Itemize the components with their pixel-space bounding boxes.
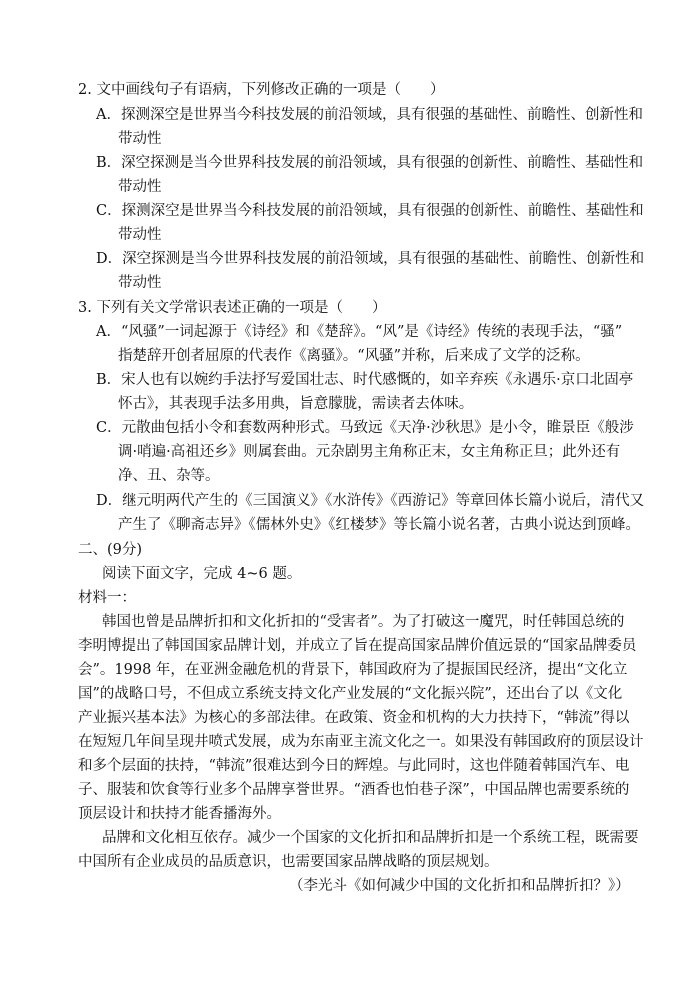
q3-option-c-cont1: 调·哨遍·高祖还乡》则属套曲。元杂剧男主角称正末，女主角称正旦；此外还有 xyxy=(118,444,621,460)
q3-option-b: B．宋人也有以婉约手法抒写爱国壮志、时代感慨的，如辛弃疾《永遇乐·京口北固亭 xyxy=(96,372,634,388)
section-instruction: 阅读下面文字，完成 4~6 题。 xyxy=(102,566,302,582)
q3-option-c-cont2: 净、丑、杂等。 xyxy=(118,468,220,484)
q2-option-a-cont: 带动性 xyxy=(118,131,162,147)
paragraph-line: 韩国也曾是品牌折扣和文化折扣的“受害者”。为了打破这一魔咒，时任韩国总统的 xyxy=(102,614,625,630)
paragraph-line: 中国所有企业成员的品质意识，也需要国家品牌战略的顶层规划。 xyxy=(78,854,499,870)
q3-option-d: D．继元明两代产生的《三国演义》《水浒传》《西游记》等章回体长篇小说后，清代又 xyxy=(96,493,645,509)
q3-option-d-cont: 产生了《聊斋志异》《儒林外史》《红楼梦》等长篇小说名著，古典小说达到顶峰。 xyxy=(118,517,640,533)
q2-option-c: C．探测深空是世界当今科技发展的前沿领域，具有很强的创新性、前瞻性、基础性和 xyxy=(96,203,644,219)
source-citation: （李光斗《如何减少中国的文化折扣和品牌折扣？》） xyxy=(289,878,630,894)
q2-option-d: D．深空探测是当今世界科技发展的前沿领域，具有很强的基础性、前瞻性、创新性和 xyxy=(96,251,645,267)
q2-option-b: B．深空探测是当今世界科技发展的前沿领域，具有很强的创新性、前瞻性、基础性和 xyxy=(96,155,644,171)
paragraph-line: 在短短几年间呈现井喷式发展，成为东南亚主流文化之一。如果没有韩国政府的顶层设计 xyxy=(78,734,644,750)
paragraph-line: 国”的战略口号，不但成立系统支持文化产业发展的“文化振兴院”，还出台了以《文化 xyxy=(78,686,623,702)
paragraph-line: 产业振兴基本法》为核心的多部法律。在政策、资金和机构的大力扶持下，“韩流”得以 xyxy=(78,710,630,726)
q3-option-b-cont: 怀古》，其表现手法多用典，旨意朦胧，需读者去体味。 xyxy=(118,396,474,412)
q2-option-a: A．探测深空是世界当今科技发展的前沿领域，具有很强的基础性、前瞻性、创新性和 xyxy=(96,107,643,123)
paragraph-line: 会”。1998 年，在亚洲金融危机的背景下，韩国政府为了提振国民经济，提出“文化立 xyxy=(78,662,628,678)
paragraph-line: 子、服装和饮食等行业多个品牌享誉世界。“酒香也怕巷子深”，中国品牌也需要系统的 xyxy=(78,782,630,798)
q3-option-a: A．“风骚”一词起源于《诗经》和《楚辞》。“风”是《诗经》传统的表现手法，“骚” xyxy=(96,324,623,340)
paragraph-line: 品牌和文化相互依存。减少一个国家的文化折扣和品牌折扣是一个系统工程，既需要 xyxy=(102,830,639,846)
paragraph-line: 顶层设计和扶持才能香播海外。 xyxy=(78,806,281,822)
q3-option-a-cont: 指楚辞开创者屈原的代表作《离骚》。“风骚”并称，后来成了文学的泛称。 xyxy=(118,348,590,364)
q2-option-c-cont: 带动性 xyxy=(118,227,162,243)
question-3-stem: 3. 下列有关文学常识表述正确的一项是（ ） xyxy=(78,300,387,316)
material-label: 材料一： xyxy=(78,590,136,606)
question-2-stem: 2. 文中画线句子有语病，下列修改正确的一项是（ ） xyxy=(78,82,445,98)
paragraph-line: 和多个层面的扶持，“韩流”很难达到今日的辉煌。与此同时，这也伴随着韩国汽车、电 xyxy=(78,758,630,774)
q2-option-d-cont: 带动性 xyxy=(118,275,162,291)
q3-option-c: C．元散曲包括小令和套数两种形式。马致远《天净·沙秋思》是小令，睢景臣《般涉 xyxy=(96,420,634,436)
paragraph-line: 李明博提出了韩国国家品牌计划，并成立了旨在提高国家品牌价值远景的“国家品牌委员 xyxy=(78,638,637,654)
section-heading: 二、(9分) xyxy=(78,542,143,558)
q2-option-b-cont: 带动性 xyxy=(118,179,162,195)
